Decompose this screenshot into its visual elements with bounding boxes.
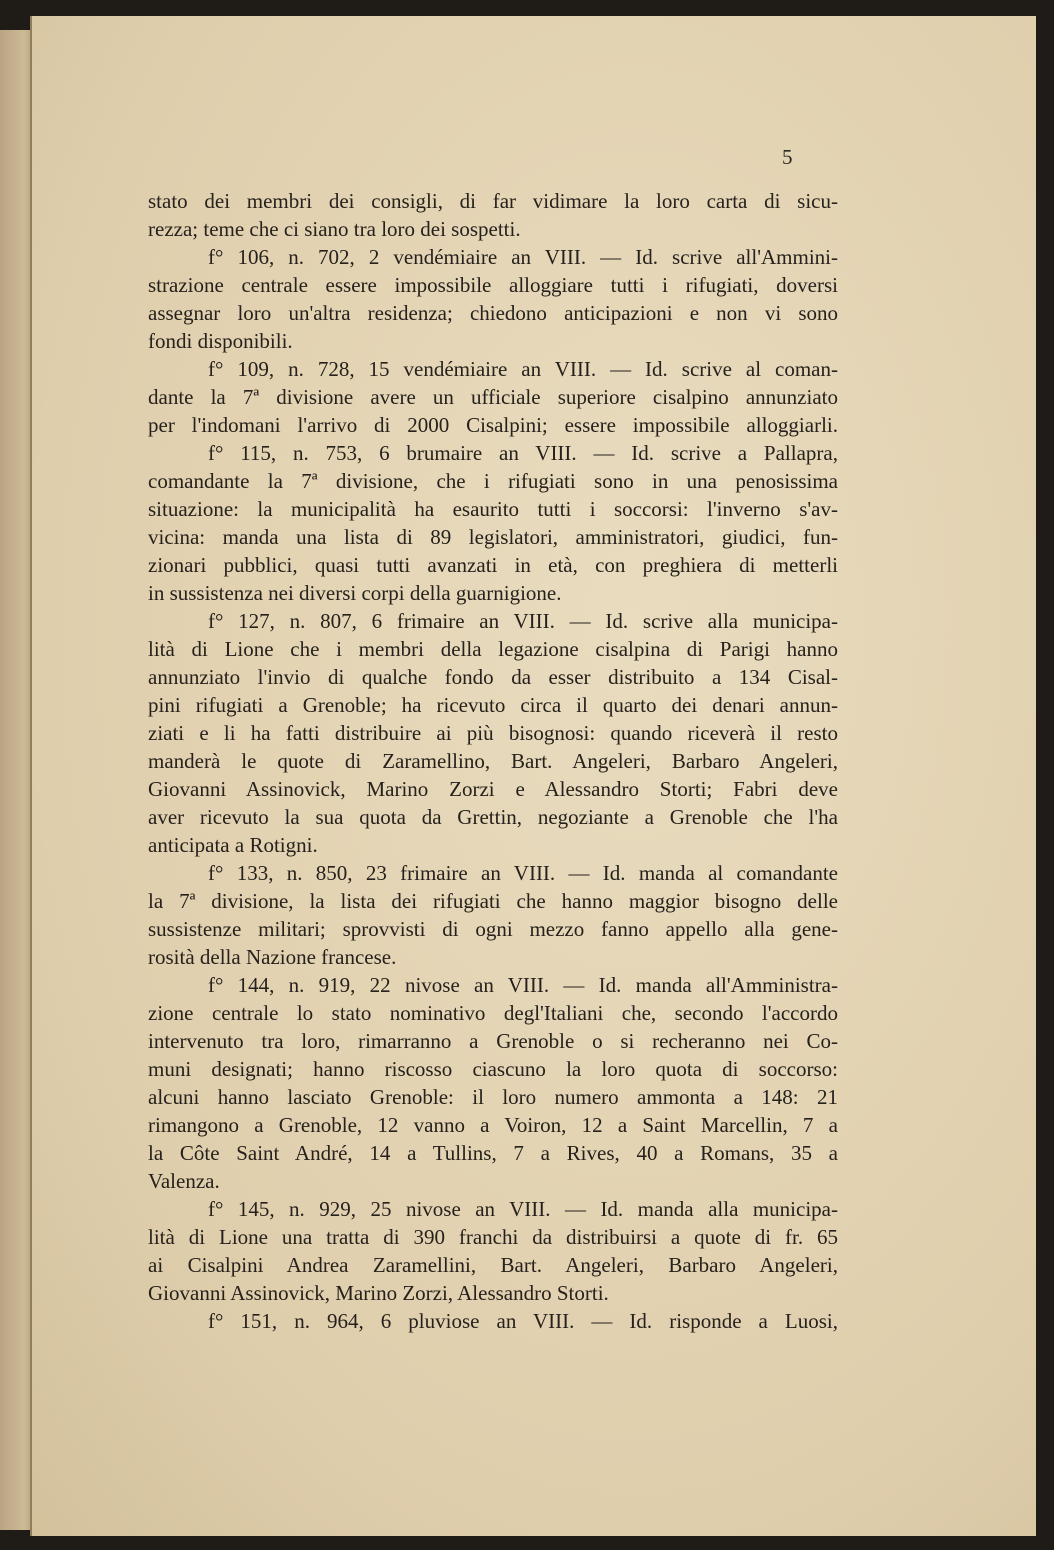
text-line: comandante la 7ª divisione, che i rifugiati sono in una penosissima (148, 469, 838, 493)
text-line: strazione centrale essere impossibile alloggiare tutti i rifugiati, doversi (148, 273, 838, 297)
text-line: stato dei membri dei consigli, di far vidimare la loro carta di sicu- (148, 189, 838, 213)
text-line: per l'indomani l'arrivo di 2000 Cisalpini; essere impossibile alloggiarli. (148, 413, 838, 437)
text-line: f° 151, n. 964, 6 pluviose an VIII. — Id. risponde a Luosi, (208, 1309, 838, 1333)
text-line: sussistenze militari; sprovvisti di ogni mezzo fanno appello alla gene- (148, 917, 838, 941)
text-line: pini rifugiati a Grenoble; ha ricevuto circa il quarto dei denari annun- (148, 693, 838, 717)
text-line: la Côte Saint André, 14 a Tullins, 7 a Rives, 40 a Romans, 35 a (148, 1141, 838, 1165)
text-line: alcuni hanno lasciato Grenoble: il loro numero ammonta a 148: 21 (148, 1085, 838, 1109)
text-line: situazione: la municipalità ha esaurito tutti i soccorsi: l'inverno s'av- (148, 497, 838, 521)
text-line: lità di Lione che i membri della legazione cisalpina di Parigi hanno (148, 637, 838, 661)
text-line: annunziato l'invio di qualche fondo da esser distribuito a 134 Cisal- (148, 665, 838, 689)
text-line: fondi disponibili. (148, 329, 293, 353)
text-line: Giovanni Assinovick, Marino Zorzi, Alessandro Storti. (148, 1281, 609, 1305)
text-line: rimangono a Grenoble, 12 vanno a Voiron, 12 a Saint Marcellin, 7 a (148, 1113, 838, 1137)
text-line: f° 127, n. 807, 6 frimaire an VIII. — Id. scrive alla municipa- (208, 609, 838, 633)
text-line: vicina: manda una lista di 89 legislatori, amministratori, giudici, fun- (148, 525, 838, 549)
text-line: rezza; teme che ci siano tra loro dei sospetti. (148, 217, 521, 241)
text-line: Valenza. (148, 1169, 220, 1193)
page-number: 5 (782, 145, 793, 169)
text-line: ai Cisalpini Andrea Zaramellini, Bart. Angeleri, Barbaro Angeleri, (148, 1253, 838, 1277)
text-line: ziati e li ha fatti distribuire ai più bisognosi: quando riceverà il resto (148, 721, 838, 745)
text-line: lità di Lione una tratta di 390 franchi da distribuirsi a quote di fr. 65 (148, 1225, 838, 1249)
text-line: f° 145, n. 929, 25 nivose an VIII. — Id. manda alla municipa- (208, 1197, 838, 1221)
text-line: f° 115, n. 753, 6 brumaire an VIII. — Id. scrive a Pallapra, (208, 441, 838, 465)
text-line: Giovanni Assinovick, Marino Zorzi e Alessandro Storti; Fabri deve (148, 777, 838, 801)
text-line: muni designati; hanno riscosso ciascuno la loro quota di soccorso: (148, 1057, 838, 1081)
text-line: f° 109, n. 728, 15 vendémiaire an VIII. — Id. scrive al coman- (208, 357, 838, 381)
text-line: anticipata a Rotigni. (148, 833, 318, 857)
text-line: la 7ª divisione, la lista dei rifugiati che hanno maggior bisogno delle (148, 889, 838, 913)
text-line: f° 106, n. 702, 2 vendémiaire an VIII. — Id. scrive all'Ammini- (208, 245, 838, 269)
text-line: f° 144, n. 919, 22 nivose an VIII. — Id. manda all'Amministra- (208, 973, 838, 997)
text-line: rosità della Nazione francese. (148, 945, 397, 969)
text-line: zionari pubblici, quasi tutti avanzati in età, con preghiera di metterli (148, 553, 838, 577)
text-line: f° 133, n. 850, 23 frimaire an VIII. — Id. manda al comandante (208, 861, 838, 885)
text-line: aver ricevuto la sua quota da Grettin, negoziante a Grenoble che l'ha (148, 805, 838, 829)
text-line: intervenuto tra loro, rimarranno a Grenoble o si recheranno nei Co- (148, 1029, 838, 1053)
text-line: dante la 7ª divisione avere un ufficiale superiore cisalpino annunziato (148, 385, 838, 409)
text-line: manderà le quote di Zaramellino, Bart. Angeleri, Barbaro Angeleri, (148, 749, 838, 773)
text-line: assegnar loro un'altra residenza; chiedono anticipazioni e non vi sono (148, 301, 838, 325)
text-line: zione centrale lo stato nominativo degl'Italiani che, secondo l'accordo (148, 1001, 838, 1025)
text-line: in sussistenza nei diversi corpi della guarnigione. (148, 581, 562, 605)
